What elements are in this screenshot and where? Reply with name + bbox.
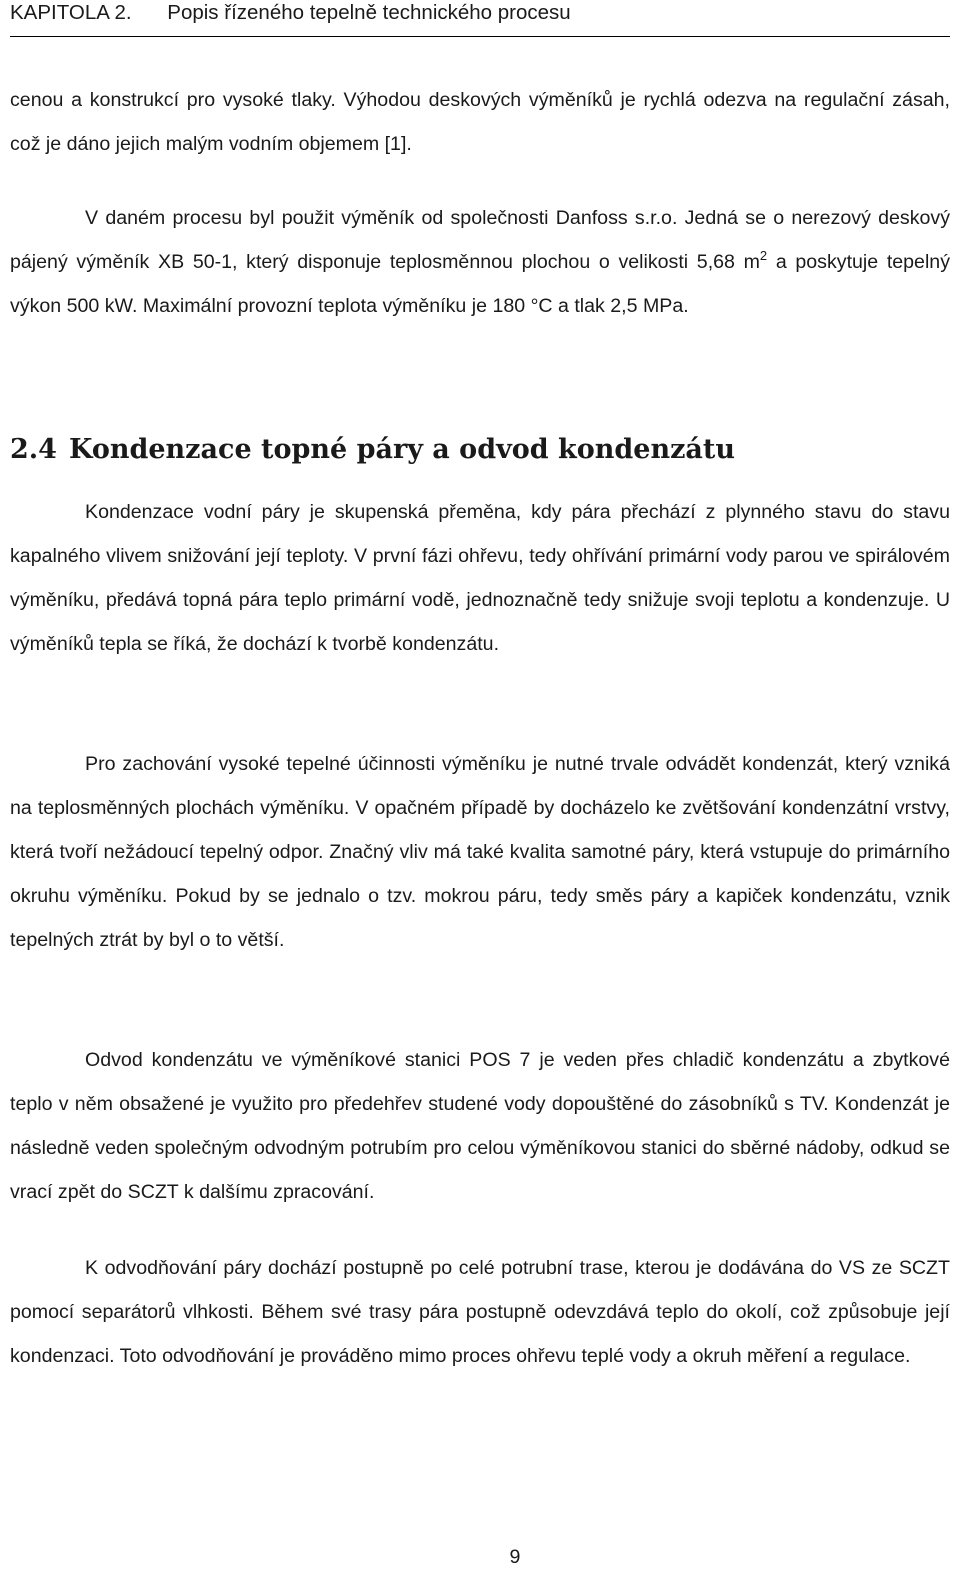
superscript-2: 2 [759,248,768,263]
paragraph-6: K odvodňování páry dochází postupně po celé potrubní trase, kterou je dodávána do VS ze SCZT pomocí separátorů vlhkosti. Během své trasy pára postupně odevzdává teplo do okolí, což způsobuje její kondenzaci. Toto odvodňování je prováděno mimo proces ohřevu teplé vody a okruh měření a regulace. [10,1257,950,1367]
paragraph-4: Pro zachování vysoké tepelné účinnosti výměníku je nutné trvale odvádět kondenzát, který vzniká na teplosměnných plochách výměníku. V opačném případě by docházelo ke zvětšování kondenzátní vrstvy, která tvoří nežádoucí tepelný odpor. Značný vliv má také kvalita samotné páry, která vstupuje do primárního okruhu výměníku. Pokud by se jednalo o tzv. mokrou páru, tedy směs páry a kapiček kondenzátu, vznik tepelných ztrát by byl o to větší. [10,753,950,951]
paragraph-2-text-a: V daném procesu byl použit výměník od společnosti Danfoss s.r.o. Jedná se o nerezový deskový pájený výměník XB 50-1, který disponuje teplosměnnou plochou o velikosti 5,68 m [10,207,950,273]
chapter-title: Popis řízeného tepelně technického procesu [167,1,571,24]
section-heading [10,430,735,470]
section-title: Kondenzace topné páry a odvod kondenzátu [68,434,736,465]
paragraph-5: Odvod kondenzátu ve výměníkové stanici POS 7 je veden přes chladič kondenzátu a zbytkové teplo v něm obsažené je využito pro předehřev studené vody dopouštěné do zásobníků s TV. Kondenzát je následně veden společným odvodným potrubím pro celou výměníkovou stanici do sběrné nádoby, odkud se vrací zpět do SCZT k dalšímu zpracování. [10,1049,950,1203]
paragraph-2 [10,196,950,328]
chapter-label: KAPITOLA 2. [10,1,132,24]
page-header [10,0,950,37]
paragraph-2-text-b: a poskytuje tepelný výkon 500 kW. Maximální provozní teplota výměníku je 180 °C a tlak 2,5 MPa. [10,251,951,317]
paragraph-3: Kondenzace vodní páry je skupenská přeměna, kdy pára přechází z plynného stavu do stavu kapalného vlivem snižování její teploty. V první fázi ohřevu, tedy ohřívání primární vody parou ve spirálovém výměníku, předává topná pára teplo primární vodě, jednoznačně tedy snižuje svoji teplotu a kondenzuje. U výměníků tepla se říká, že dochází k tvorbě kondenzátu. [10,501,950,655]
page-number: 9 [509,1546,521,1568]
section-number: 2.4 [10,434,57,465]
paragraph-1: cenou a konstrukcí pro vysoké tlaky. Výhodou deskových výměníků je rychlá odezva na regulační zásah, což je dáno jejich malým vodním objemem [1]. [10,89,950,155]
